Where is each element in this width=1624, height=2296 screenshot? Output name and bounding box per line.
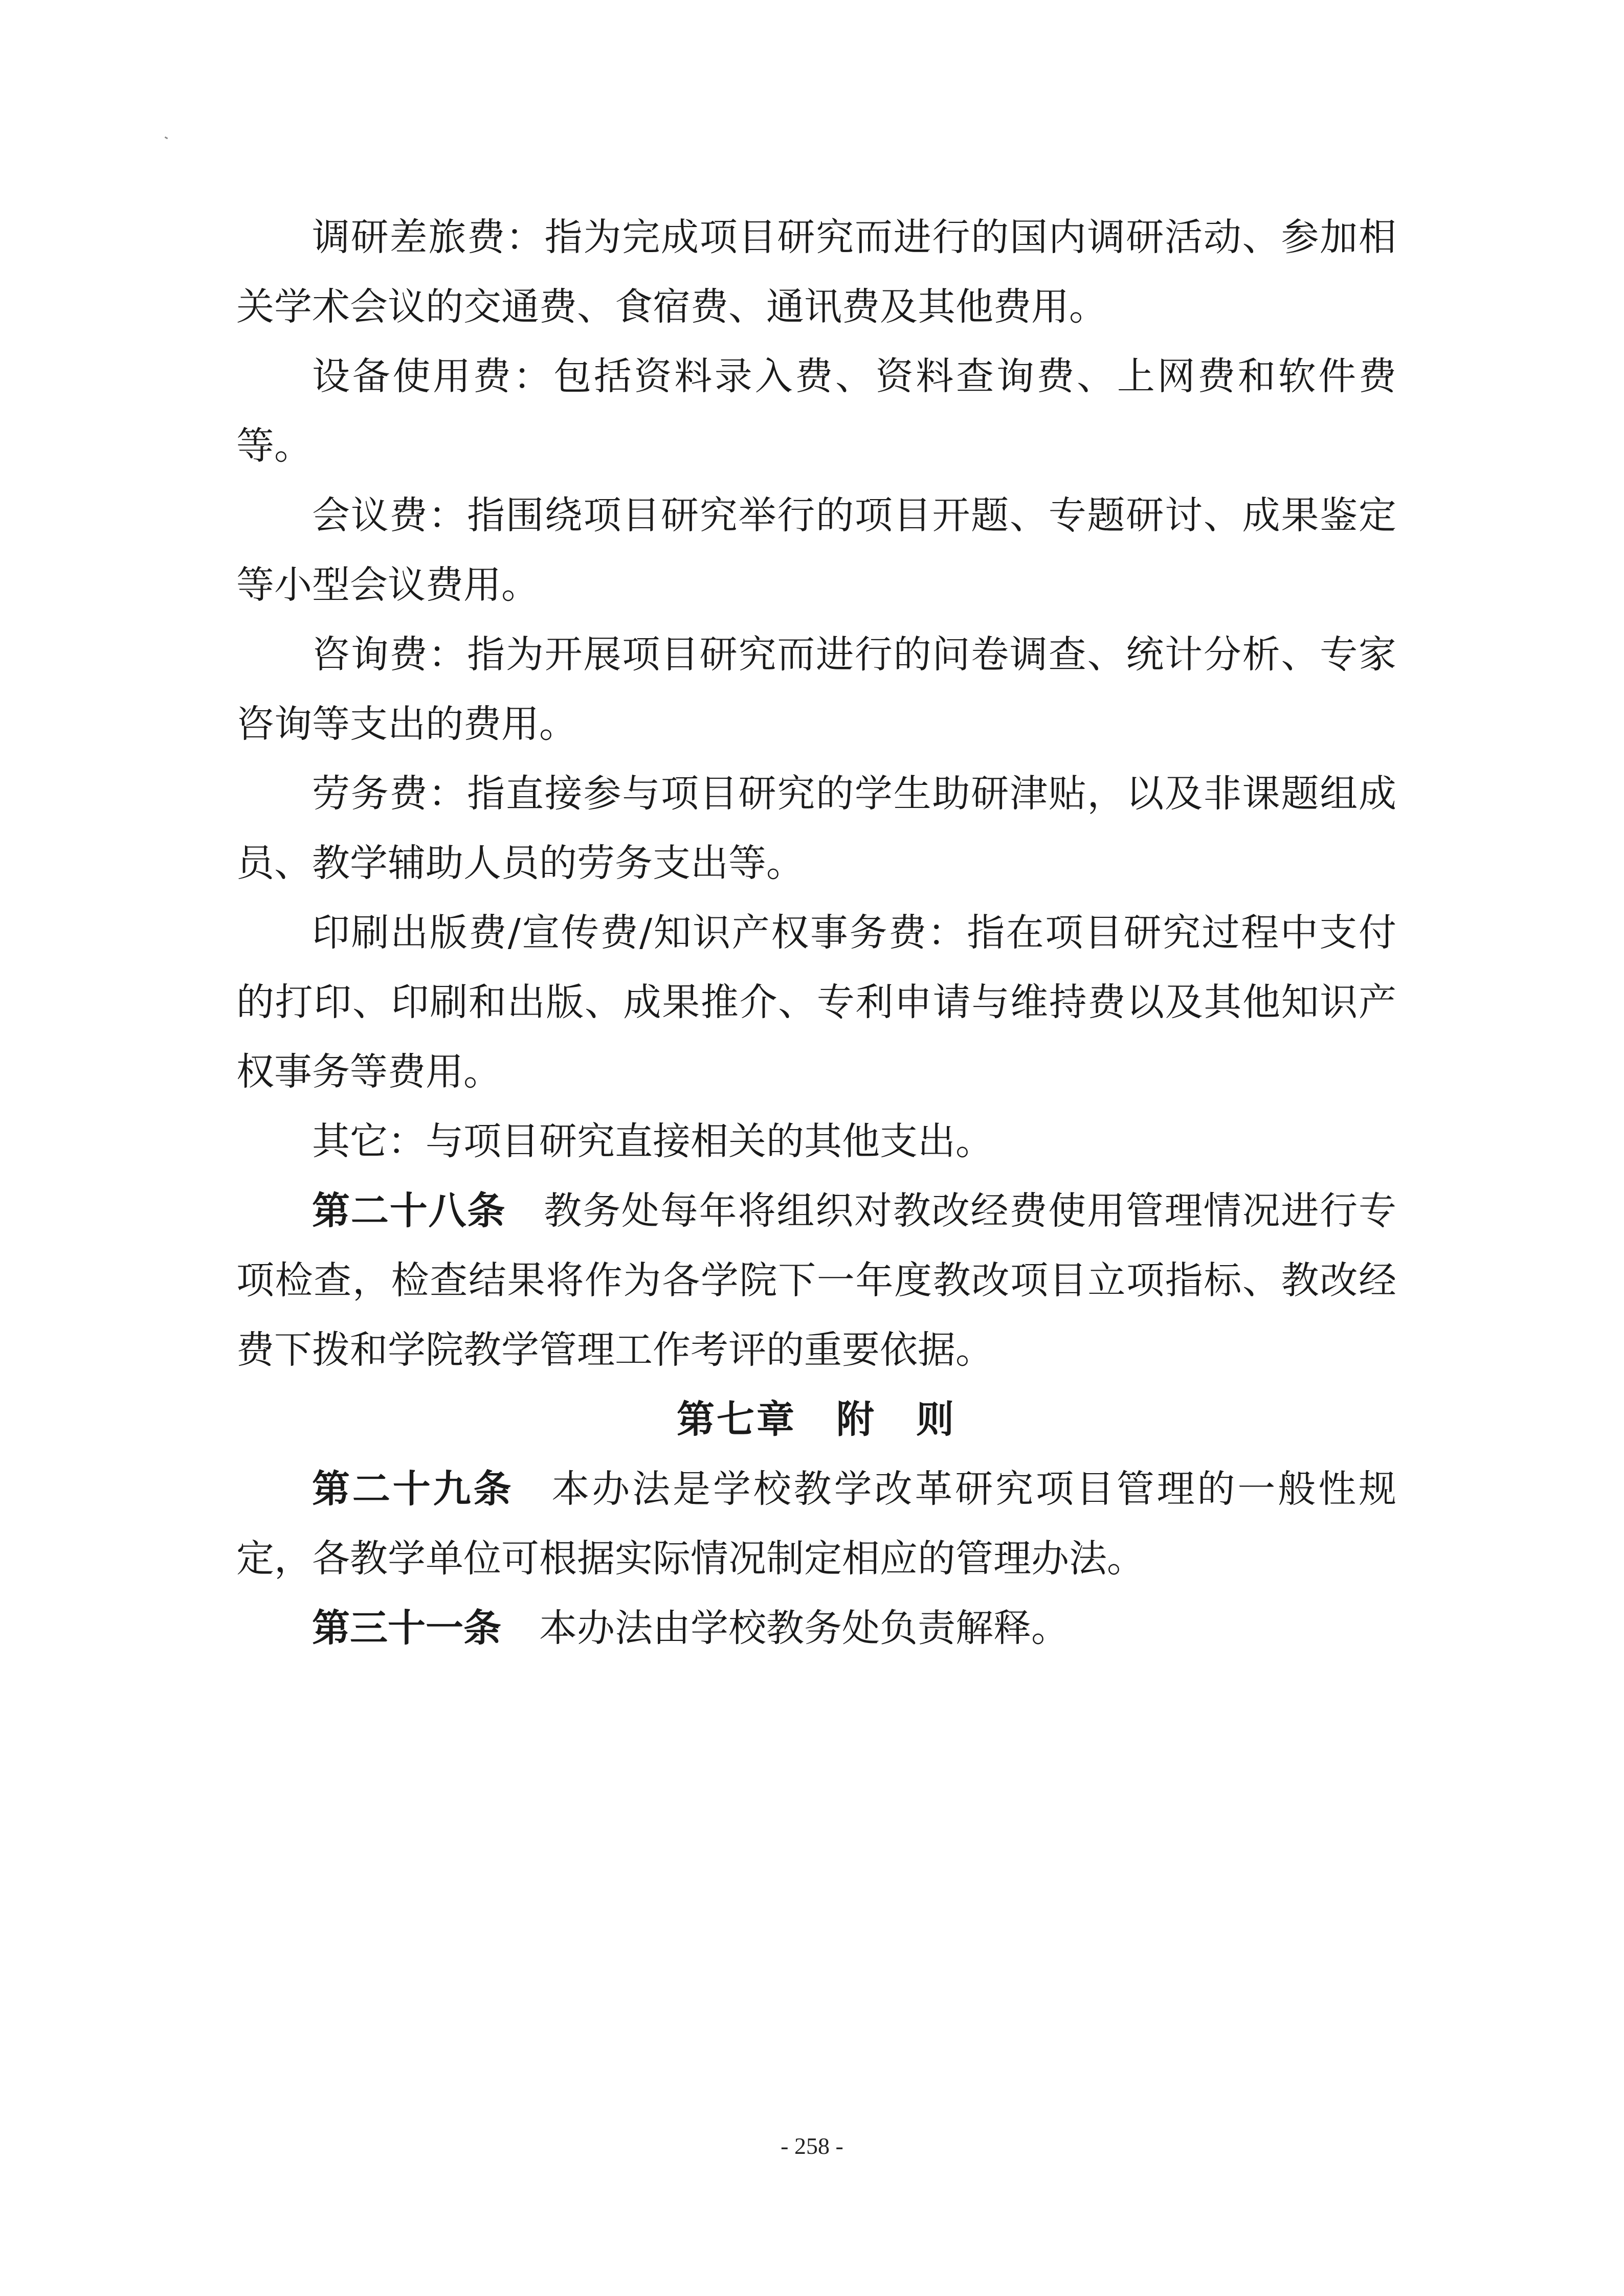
- article-31: [236, 1593, 1396, 1663]
- article-28-text: 教务处每年将组织对教改经费使用管理情况进行专项检查，检查结果将作为各学院下一年度教改项目立项指标、教改经费下拨和学院教学管理工作考评的重要依据。: [236, 1189, 1397, 1372]
- paragraph-other-expenses: 其它：与项目研究直接相关的其他支出。: [312, 1119, 993, 1163]
- article-29-text: 本办法是学校教学改革研究项目管理的一般性规定，各教学单位可根据实际情况制定相应的管理办法。: [236, 1467, 1397, 1581]
- article-29-label: 第二十九条: [312, 1467, 514, 1511]
- scan-artifact: [165, 137, 168, 140]
- paragraph-travel-expenses: 调研差旅费：指为完成项目研究而进行的国内调研活动、参加相关学术会议的交通费、食宿费、通讯费及其他费用。: [236, 215, 1396, 329]
- page-number: - 258 -: [781, 2133, 843, 2159]
- paragraph-meeting-expenses: 会议费：指围绕项目研究举行的项目开题、专题研讨、成果鉴定等小型会议费用。: [236, 493, 1396, 607]
- chapter-7-title: 第七章 附 则: [677, 1398, 956, 1442]
- article-28: [236, 1176, 1396, 1385]
- paragraph-labor-expenses: 劳务费：指直接参与项目研究的学生助研津贴，以及非课题组成员、教学辅助人员的劳务支出等。: [236, 772, 1396, 885]
- paragraph-consulting-expenses: 咨询费：指为开展项目研究而进行的问卷调查、统计分析、专家咨询等支出的费用。: [236, 633, 1396, 746]
- article-28-label: 第二十八条: [312, 1189, 506, 1233]
- paragraph-equipment-expenses: 设备使用费：包括资料录入费、资料查询费、上网费和软件费等。: [236, 354, 1396, 468]
- document-body: [236, 202, 1396, 1663]
- paragraph-publishing-expenses: 印刷出版费/宣传费/知识产权事务费：指在项目研究过程中支付的打印、印刷和出版、成果推介、专利申请与维持费以及其他知识产权事务等费用。: [236, 911, 1396, 1094]
- article-31-label: 第三十一条: [312, 1606, 501, 1650]
- article-29: [236, 1454, 1396, 1593]
- article-31-text: 本办法由学校教务处负责解释。: [539, 1606, 1069, 1650]
